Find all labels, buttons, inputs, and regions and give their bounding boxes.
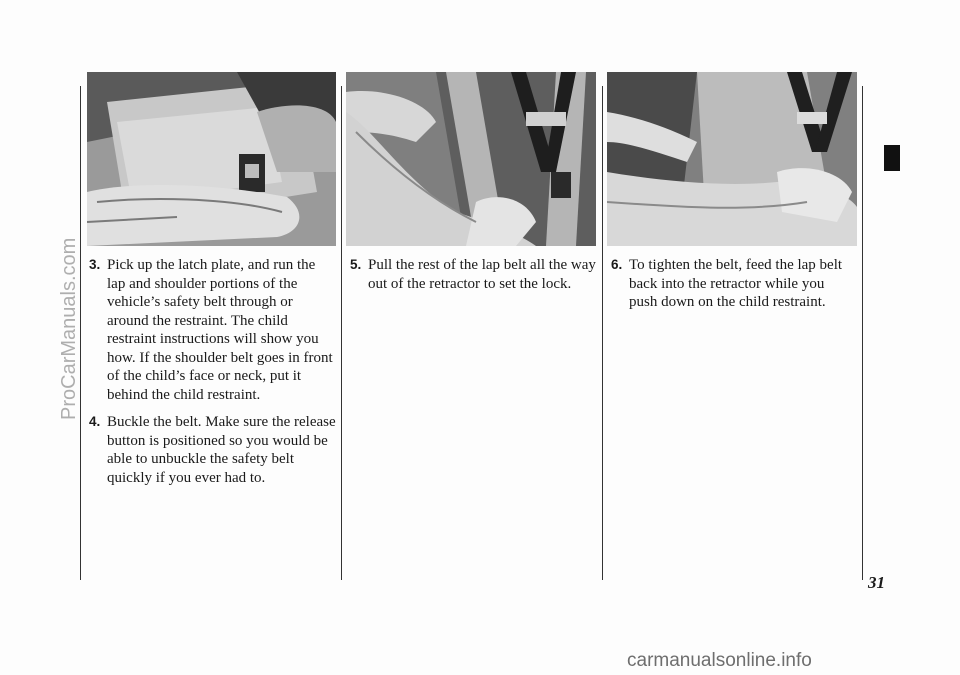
watermark-bottom: carmanualsonline.info: [627, 650, 812, 671]
step-5-text: Pull the rest of the lap belt all the way out of the retractor to set the lock.: [368, 257, 596, 292]
section-tab-marker: [884, 145, 900, 171]
page-number: 31: [868, 573, 885, 592]
photo-tighten-belt: [607, 72, 857, 246]
column-rule-mid1: [341, 86, 342, 580]
column-1-text: [89, 256, 337, 496]
step-4-number: 4.: [89, 414, 101, 429]
watermark-side: ProCarManuals.com: [58, 237, 80, 420]
step-4: [89, 413, 337, 487]
step-6-number: 6.: [611, 257, 623, 272]
column-rule-mid2: [602, 86, 603, 580]
step-4-text: Buckle the belt. Make sure the release button is positioned so you would be able to unbuckle the safety belt quickly if you ever had to.: [107, 414, 336, 486]
step-5-number: 5.: [350, 257, 362, 272]
photo-pull-lap-belt: [346, 72, 596, 246]
column-2-text: [350, 256, 598, 302]
step-6: [611, 256, 856, 312]
step-3-number: 3.: [89, 257, 101, 272]
column-3-text: [611, 256, 856, 321]
step-3-text: Pick up the latch plate, and run the lap and shoulder portions of the vehicle’s safety belt through or around the restraint. The child restraint instructions will show you how. If the shoulder belt goes in front of the child’s face or neck, put it behind the child restraint.: [107, 257, 333, 403]
photo-latch-plate: [87, 72, 336, 246]
step-6-text: To tighten the belt, feed the lap belt back into the retractor while you push down on the child restraint.: [629, 257, 843, 310]
step-3: [89, 256, 337, 404]
column-rule-right: [862, 86, 863, 580]
step-5: [350, 256, 598, 293]
